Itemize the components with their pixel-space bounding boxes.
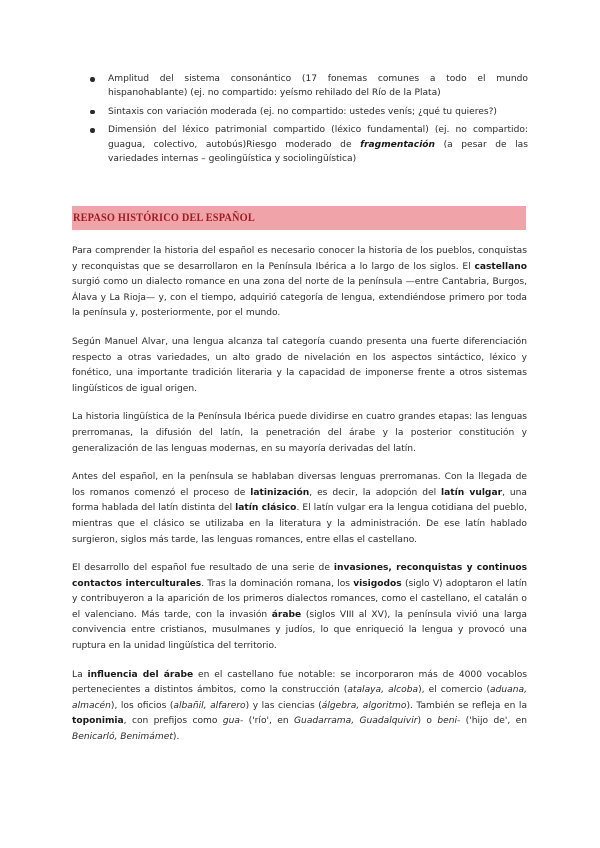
paragraph: Según Manuel Alvar, una lengua alcanza tal categoría cuando presenta una fuerte diferenciación respecto a otras variedades, un alto grado de nivelación en los aspectos sintáctico, léxico y fonético, una importante tradición literaria y la capacidad de imponerse frente a otros sistemas lingüísticos de igual origen. xyxy=(72,336,527,394)
bullet-list xyxy=(88,72,528,170)
section-heading-band xyxy=(72,206,526,230)
paragraph: Antes del español, en la península se hablaban diversas lenguas prerromanas. Con la llegada de los romanos comenzó el proceso de latinización, es decir, la adopción del latín vulgar, una forma hablada del latín distinta del latín clásico. El latín vulgar era la lengua cotidiana del pueblo, mientras que el clásico se utilizaba en la literatura y la administración. De ese latín hablado surgieron, siglos más tarde, las lenguas romances, entre ellas el castellano. xyxy=(72,472,528,545)
bullet-item: Dimensión del léxico patrimonial compartido (léxico fundamental) (ej. no compartido: guagua, colectivo, autobús)Riesgo moderado de fragmentación (a pesar de las variedades internas – geolingüística y sociolingüística) xyxy=(88,123,528,166)
body-text xyxy=(72,244,527,759)
paragraph: La historia lingüística de la Península Ibérica puede dividirse en cuatro grandes etapas: las lenguas prerromanas, la difusión del latín, la penetración del árabe y la posterior constitución y generalización de las lenguas modernas, en su mayoría derivadas del latín. xyxy=(72,412,527,454)
paragraph: Para comprender la historia del español es necesario conocer la historia de los pueblos, conquistas y reconquistas que se desarrollaron en la Península Ibérica a lo largo de los siglos. El castellano surgió como un dialecto romance en una zona del norte de la península —entre Cantabria, Burgos, Álava y La Rioja— y, con el tiempo, adquirió categoría de lengua, extendiéndose primero por toda la península y, posteriormente, por el mundo. xyxy=(72,246,527,319)
paragraph: La influencia del árabe en el castellano fue notable: se incorporaron más de 4000 vocablos pertenecientes a distintos ámbitos, como la construcción (atalaya, alcoba), el comercio (aduana, almacén), los oficios (albañil, alfarero) y las ciencias (álgebra, algoritmo). También se refleja en la toponimia, con prefijos como gua- ('río', en Guadarrama, Guadalquivir) o beni- ('hijo de', en Benicarló, Benimámet). xyxy=(72,669,528,743)
bullet-item: Amplitud del sistema consonántico (17 fonemas comunes a todo el mundo hispanohablante) (ej. no compartido: yeísmo rehilado del Río de la Plata) xyxy=(88,72,528,101)
section-heading: REPASO HISTÓRICO DEL ESPAÑOL xyxy=(73,210,255,224)
paragraph: El desarrollo del español fue resultado de una serie de invasiones, reconquistas y continuos contactos interculturales. Tras la dominación romana, los visigodos (siglo V) adoptaron el latín y contribuyeron a la aparición de los primeros dialectos romances, como el castellano, el catalán o el valenciano. Más tarde, con la invasión árabe (siglos VIII al XV), la península vivió una larga convivencia entre cristianos, musulmanes y judíos, lo que enriqueció la lengua y provocó una ruptura en la unidad lingüística del territorio. xyxy=(72,563,527,652)
bullet-item: Sintaxis con variación moderada (ej. no compartido: ustedes venís; ¿qué tu quieres?) xyxy=(88,105,528,119)
